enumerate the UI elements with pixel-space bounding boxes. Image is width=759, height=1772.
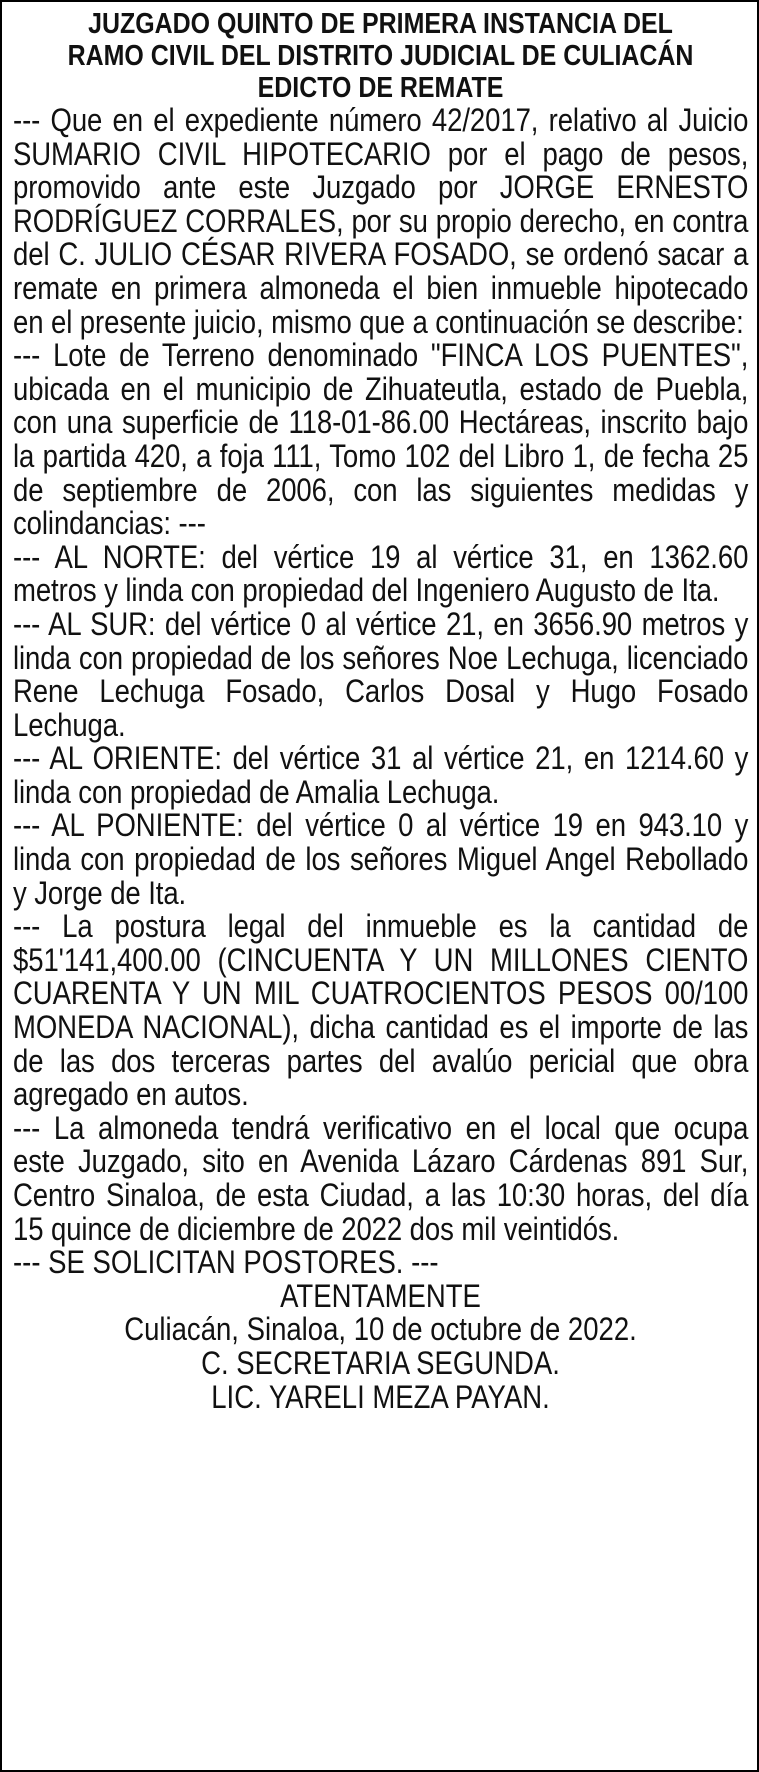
- closing-signer-name: LIC. YARELI MEZA PAYAN.: [211, 1378, 550, 1415]
- paragraph-boundary-west: --- AL PONIENTE: del vértice 0 al vértice 19 en 943.10 y linda con propiedad de los señores Miguel Angel Rebollado y Jorge de Ita.: [13, 807, 749, 911]
- edict-content: [13, 8, 748, 1414]
- paragraph-case-intro: --- Que en el expediente número 42/2017, relativo al Juicio SUMARIO CIVIL HIPOTECARIO por el pago de pesos, promovido ante este Juzgado por JORGE ERNESTO RODRÍGUEZ CORRALES, por su propio derecho, en contra del C. JULIO CÉSAR RIVERA FOSADO, se ordenó sacar a remate en primera almoneda el bien inmueble hipotecado en el presente juicio, mismo que a continuación se describe:: [13, 102, 749, 340]
- bidders-requested: --- SE SOLICITAN POSTORES. ---: [13, 1244, 439, 1281]
- paragraph-boundary-north: --- AL NORTE: del vértice 19 al vértice 31, en 1362.60 metros y linda con propiedad del Ingeniero Augusto de Ita.: [13, 538, 749, 609]
- paragraph-legal-bid: --- La postura legal del inmueble es la cantidad de $51'141,400.00 (CINCUENTA Y UN MILLONES CIENTO CUARENTA Y UN MIL CUATROCIENTOS PESOS 00/100 MONEDA NACIONAL), dicha cantidad es el importe de las de las dos terceras partes del avalúo pericial que obra agregado en autos.: [13, 908, 749, 1113]
- notice-title: EDICTO DE REMATE: [257, 72, 504, 104]
- paragraph-auction-location: --- La almoneda tendrá verificativo en el local que ocupa este Juzgado, sito en Avenida Lázaro Cárdenas 891 Sur, Centro Sinaloa, de esta Ciudad, a las 10:30 horas, del día 15 quince de diciembre de 2022 dos mil veintidós.: [13, 1109, 749, 1247]
- court-name-line-1: JUZGADO QUINTO DE PRIMERA INSTANCIA DEL: [88, 8, 673, 40]
- notice-closing: [13, 1277, 748, 1415]
- paragraph-property-description: --- Lote de Terreno denominado "FINCA LOS PUENTES", ubicada en el municipio de Zihuateutla, estado de Puebla, con una superficie de 118-01-86.00 Hectáreas, inscrito bajo la partida 420, a foja 111, Tomo 102 del Libro 1, de fecha 25 de septiembre de 2006, con las siguientes medidas y colindancias: ---: [13, 337, 749, 542]
- notice-body: [13, 104, 748, 1280]
- paragraph-boundary-south: --- AL SUR: del vértice 0 al vértice 21, en 3656.90 metros y linda con propiedad de los señores Noe Lechuga, licenciado Rene Lechuga Fosado, Carlos Dosal y Hugo Fosado Lechuga.: [13, 605, 749, 743]
- closing-signer-role: C. SECRETARIA SEGUNDA.: [201, 1344, 560, 1381]
- court-name-line-2: RAMO CIVIL DEL DISTRITO JUDICIAL DE CULIACÁN: [67, 40, 694, 72]
- closing-place-date: Culiacán, Sinaloa, 10 de octubre de 2022.: [124, 1311, 637, 1348]
- paragraph-boundary-east: --- AL ORIENTE: del vértice 31 al vértice 21, en 1214.60 y linda con propiedad de Amalia Lechuga.: [13, 740, 749, 810]
- notice-header: [17, 8, 744, 104]
- closing-attentive: ATENTAMENTE: [280, 1277, 481, 1314]
